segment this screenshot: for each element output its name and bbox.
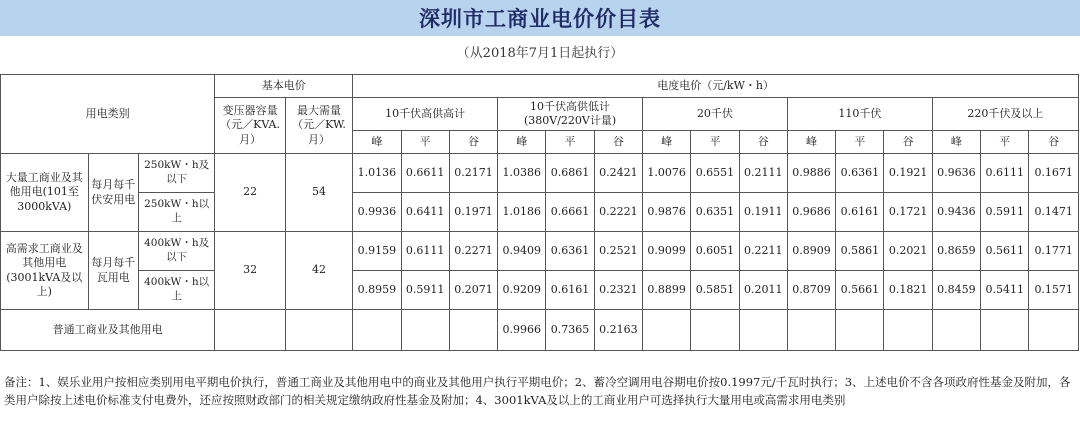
energy-price-cell: 0.7365 — [546, 310, 594, 351]
footnote: 备注：1、娱乐业用户按相应类别用电平期电价执行，普通工商业及其他用电中的商业及其他用户执行平期电价；2、蓄冷空调用电谷期电价按0.1997元/千瓦时执行；3、上述电价不含各项政府性基金及附加，各类用户除按上述电价标准支付电费外，还应按照财政部门的相关规定缴纳政府性基金及附加；4、3001kVA及以上的工商业用户可选择执行大量用电或高需求用电类别 — [4, 375, 1071, 407]
energy-price-cell: 0.6161 — [836, 193, 884, 232]
transformer-price: 22 — [215, 154, 285, 232]
energy-price-cell — [353, 310, 401, 351]
header-category: 用电类别 — [1, 75, 215, 154]
energy-price-cell — [1029, 310, 1079, 351]
energy-price-cell: 0.9436 — [932, 193, 980, 232]
usage-tier: 400kW・h及以下 — [138, 232, 215, 271]
price-table — [0, 74, 1079, 351]
energy-price-cell: 0.1921 — [884, 154, 932, 193]
period-header: 峰 — [643, 131, 691, 154]
header-voltage-level: 220千伏及以上 — [932, 98, 1078, 131]
energy-price-cell: 0.6361 — [836, 154, 884, 193]
energy-price-cell: 0.6611 — [401, 154, 449, 193]
energy-price-cell: 0.6411 — [401, 193, 449, 232]
period-header: 谷 — [739, 131, 787, 154]
energy-price-cell: 0.9876 — [643, 193, 691, 232]
energy-price-cell: 0.2171 — [449, 154, 497, 193]
energy-price-cell: 0.5851 — [691, 271, 739, 310]
energy-price-cell: 0.1971 — [449, 193, 497, 232]
energy-price-cell: 1.0076 — [643, 154, 691, 193]
energy-price-cell: 0.9686 — [787, 193, 835, 232]
transformer-price: 32 — [215, 232, 285, 310]
header-basic-price: 基本电价 — [215, 75, 353, 98]
energy-price-cell: 0.8709 — [787, 271, 835, 310]
usage-tier: 250kW・h以上 — [138, 193, 215, 232]
title-banner — [0, 0, 1080, 36]
header-voltage-level: 110千伏 — [787, 98, 932, 131]
energy-price-cell: 0.8959 — [353, 271, 401, 310]
general-transformer-price — [215, 310, 285, 351]
energy-price-cell: 0.9099 — [643, 232, 691, 271]
energy-price-cell: 0.2011 — [739, 271, 787, 310]
energy-price-cell: 0.2211 — [739, 232, 787, 271]
energy-price-cell: 1.0186 — [498, 193, 546, 232]
energy-price-cell — [981, 310, 1029, 351]
energy-price-cell: 0.1911 — [739, 193, 787, 232]
period-header: 峰 — [353, 131, 401, 154]
energy-price-cell: 0.6051 — [691, 232, 739, 271]
energy-price-cell: 0.5611 — [981, 232, 1029, 271]
energy-price-cell: 0.1771 — [1029, 232, 1079, 271]
energy-price-cell: 0.1671 — [1029, 154, 1079, 193]
energy-price-cell: 0.2111 — [739, 154, 787, 193]
effective-date-subtitle: （从2018年7月1日起执行） — [456, 46, 624, 61]
energy-price-cell: 0.9409 — [498, 232, 546, 271]
energy-price-cell: 0.6161 — [546, 271, 594, 310]
header-voltage-level: 10千伏高供高计 — [353, 98, 498, 131]
energy-price-cell: 1.0386 — [498, 154, 546, 193]
energy-price-cell — [884, 310, 932, 351]
energy-price-cell: 0.2021 — [884, 232, 932, 271]
header-max-demand: 最大需量（元／KW.月） — [285, 98, 352, 154]
energy-price-cell: 1.0136 — [353, 154, 401, 193]
energy-price-cell: 0.5911 — [401, 271, 449, 310]
energy-price-cell: 0.9886 — [787, 154, 835, 193]
energy-price-cell: 0.1571 — [1029, 271, 1079, 310]
energy-price-cell: 0.2271 — [449, 232, 497, 271]
energy-price-cell: 0.6661 — [546, 193, 594, 232]
energy-price-cell: 0.8659 — [932, 232, 980, 271]
group-name: 大量工商业及其他用电(101至3000kVA) — [1, 154, 89, 232]
energy-price-cell: 0.6551 — [691, 154, 739, 193]
header-voltage-level: 20千伏 — [643, 98, 788, 131]
energy-price-cell — [836, 310, 884, 351]
period-header: 谷 — [884, 131, 932, 154]
energy-price-cell: 0.9936 — [353, 193, 401, 232]
period-header: 平 — [546, 131, 594, 154]
energy-price-cell: 0.5861 — [836, 232, 884, 271]
general-category: 普通工商业及其他用电 — [1, 310, 215, 351]
period-header: 谷 — [594, 131, 642, 154]
header-transformer-capacity: 变压器容量（元／KVA.月） — [215, 98, 285, 154]
energy-price-cell: 0.2521 — [594, 232, 642, 271]
header-voltage-level: 10千伏高供低计(380V/220V计量) — [498, 98, 643, 131]
max-demand-price: 54 — [285, 154, 352, 232]
energy-price-cell: 0.8459 — [932, 271, 980, 310]
energy-price-cell — [643, 310, 691, 351]
group-sub-unit: 每月每千瓦用电 — [88, 232, 138, 310]
energy-price-cell: 0.5911 — [981, 193, 1029, 232]
energy-price-cell: 0.9159 — [353, 232, 401, 271]
energy-price-cell: 0.2163 — [594, 310, 642, 351]
usage-tier: 250kW・h及以下 — [138, 154, 215, 193]
energy-price-cell — [449, 310, 497, 351]
energy-price-cell: 0.8899 — [643, 271, 691, 310]
energy-price-cell: 0.6111 — [981, 154, 1029, 193]
energy-price-cell: 0.6861 — [546, 154, 594, 193]
energy-price-cell: 0.2421 — [594, 154, 642, 193]
energy-price-cell — [691, 310, 739, 351]
energy-price-cell — [787, 310, 835, 351]
general-max-demand-price — [285, 310, 352, 351]
period-header: 谷 — [449, 131, 497, 154]
energy-price-cell: 0.6361 — [546, 232, 594, 271]
period-header: 峰 — [787, 131, 835, 154]
period-header: 峰 — [498, 131, 546, 154]
energy-price-cell: 0.9636 — [932, 154, 980, 193]
energy-price-cell: 0.2071 — [449, 271, 497, 310]
energy-price-cell: 0.2221 — [594, 193, 642, 232]
energy-price-cell: 0.9209 — [498, 271, 546, 310]
energy-price-cell: 0.9966 — [498, 310, 546, 351]
period-header: 平 — [691, 131, 739, 154]
max-demand-price: 42 — [285, 232, 352, 310]
energy-price-cell — [739, 310, 787, 351]
energy-price-cell: 0.6111 — [401, 232, 449, 271]
group-name: 高需求工商业及其他用电(3001kVA及以上) — [1, 232, 89, 310]
energy-price-cell: 0.8909 — [787, 232, 835, 271]
header-energy-price: 电度电价（元/kW・h） — [353, 75, 1079, 98]
energy-price-cell: 0.2321 — [594, 271, 642, 310]
energy-price-cell: 0.5411 — [981, 271, 1029, 310]
energy-price-cell: 0.1471 — [1029, 193, 1079, 232]
period-header: 平 — [836, 131, 884, 154]
energy-price-cell: 0.1821 — [884, 271, 932, 310]
usage-tier: 400kW・h以上 — [138, 271, 215, 310]
energy-price-cell: 0.5661 — [836, 271, 884, 310]
energy-price-cell: 0.6351 — [691, 193, 739, 232]
period-header: 谷 — [1029, 131, 1079, 154]
energy-price-cell — [932, 310, 980, 351]
energy-price-cell: 0.1721 — [884, 193, 932, 232]
period-header: 平 — [981, 131, 1029, 154]
energy-price-cell — [401, 310, 449, 351]
group-sub-unit: 每月每千伏安用电 — [88, 154, 138, 232]
period-header: 峰 — [932, 131, 980, 154]
page-title: 深圳市工商业电价价目表 — [419, 7, 661, 31]
period-header: 平 — [401, 131, 449, 154]
